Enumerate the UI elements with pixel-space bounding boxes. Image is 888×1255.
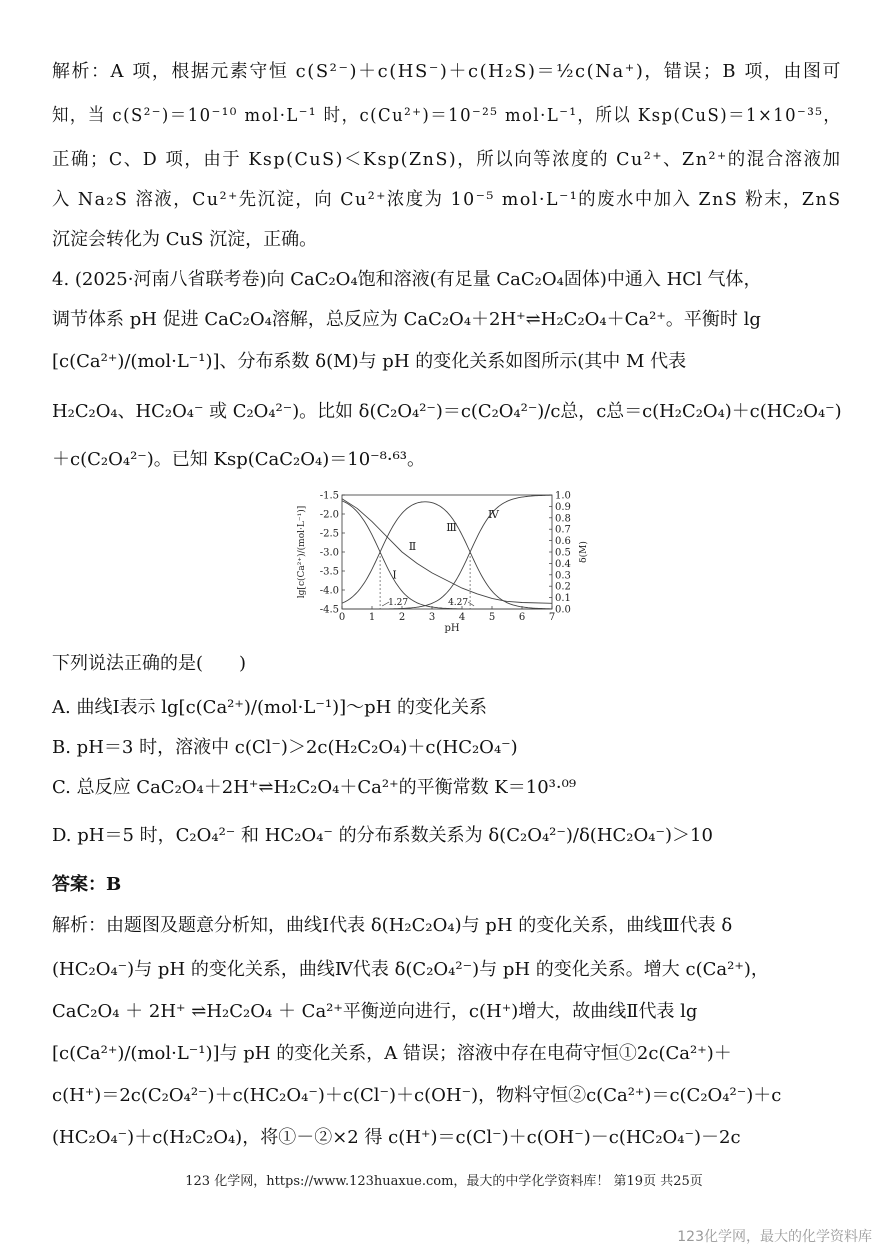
- analysis1-line-5: 沉淀会转化为 CuS 沉淀，正确。: [52, 229, 318, 250]
- option-b: B. pH＝3 时，溶液中 c(Cl⁻)＞2c(H₂C₂O₄)＋c(HC₂O₄⁻): [52, 737, 518, 758]
- question-line-2: 调节体系 pH 促进 CaC₂O₄溶解，总反应为 CaC₂O₄＋2H⁺⇌H₂C₂O₄＋Ca²⁺。平衡时 lg: [52, 309, 761, 330]
- y-right-tick-label: 0.7: [555, 524, 571, 536]
- question-line-4: H₂C₂O₄、HC₂O₄⁻ 或 C₂O₄²⁻)。比如 δ(C₂O₄²⁻)＝c(C₂O₄²⁻)/c总，c总＝c(H₂C₂O₄)＋c(HC₂O₄⁻): [52, 401, 842, 422]
- x-tick-label: 5: [488, 612, 496, 623]
- page-footer: 123 化学网，https://www.123huaxue.com，最大的中学化学资料库！ 第19页 共25页: [185, 1174, 703, 1189]
- analysis1-line-2: 知，当 c(S²⁻)＝10⁻¹⁰ mol·L⁻¹ 时，c(Cu²⁺)＝10⁻²⁵ mol·L⁻¹，所以 Ksp(CuS)＝1×10⁻³⁵，: [52, 105, 842, 126]
- question-line-3: [c(Ca²⁺)/(mol·L⁻¹)]、分布系数 δ(M)与 pH 的变化关系如图所示(其中 M 代表: [52, 351, 687, 372]
- y-right-tick-label: 0.3: [555, 570, 571, 582]
- x-tick-label: 2: [398, 612, 406, 623]
- annotation-pka1: 1.27: [388, 598, 409, 608]
- analysis1-line-4: 入 Na₂S 溶液，Cu²⁺先沉淀，向 Cu²⁺浓度为 10⁻⁵ mol·L⁻¹的废水中加入 ZnS 粉末，ZnS: [52, 189, 842, 210]
- question-prompt: 下列说法正确的是( ): [52, 653, 247, 674]
- distribution-chart: [290, 485, 595, 635]
- y-right-tick-label: 0.2: [555, 581, 571, 593]
- y-right-tick-label: 1.0: [555, 490, 571, 502]
- x-tick-label: 4: [458, 612, 466, 623]
- y-left-tick-label: -4.5: [319, 604, 339, 616]
- x-tick-label: 1: [368, 612, 376, 623]
- y-right-tick-label: 0.1: [555, 593, 571, 605]
- y-left-axis-label: lg[c(Ca²⁺)/(mol·L⁻¹)]: [297, 505, 307, 599]
- question-line-5: ＋c(C₂O₄²⁻)。已知 Ksp(CaC₂O₄)＝10⁻⁸·⁶³。: [52, 449, 426, 470]
- option-a: A. 曲线Ⅰ表示 lg[c(Ca²⁺)/(mol·L⁻¹)]～pH 的变化关系: [52, 697, 488, 718]
- y-right-tick-label: 0.9: [555, 501, 571, 513]
- x-tick-label: 3: [428, 612, 436, 623]
- watermark: 123化学网，最大的化学资料库: [677, 1229, 872, 1245]
- y-left-tick-label: -4.0: [319, 585, 339, 597]
- curve-label-3: Ⅲ: [446, 521, 457, 535]
- annotation-arrow-2: [468, 602, 474, 606]
- y-right-tick-label: 0.0: [555, 604, 571, 616]
- y-left-tick-label: -2.0: [319, 509, 339, 521]
- analysis2-line-3: CaC₂O₄ ＋ 2H⁺ ⇌H₂C₂O₄ ＋ Ca²⁺平衡逆向进行，c(H⁺)增大，故曲线Ⅱ代表 lg: [52, 1001, 698, 1022]
- curve-label-4: Ⅳ: [488, 507, 499, 521]
- question-line-1: 4. (2025·河南八省联考卷)向 CaC₂O₄饱和溶液(有足量 CaC₂O₄固体)中通入 HCl 气体，: [52, 269, 762, 290]
- analysis2-line-1: 解析：由题图及题意分析知，曲线Ⅰ代表 δ(H₂C₂O₄)与 pH 的变化关系，曲线Ⅲ代表 δ: [52, 915, 733, 936]
- x-tick-label: 6: [518, 612, 526, 623]
- y-right-tick-label: 0.5: [555, 547, 571, 559]
- x-axis-label: pH: [444, 623, 460, 634]
- analysis2-line-6: (HC₂O₄⁻)＋c(H₂C₂O₄)，将①－②×2 得 c(H⁺)＝c(Cl⁻)＋c(OH⁻)－c(HC₂O₄⁻)－2c: [52, 1127, 741, 1148]
- y-right-axis-label: δ(M): [579, 541, 589, 563]
- curve-label-2: Ⅱ: [408, 540, 417, 554]
- curve-label-1: Ⅰ: [392, 568, 397, 582]
- y-left-tick-label: -3.5: [319, 566, 339, 578]
- option-c: C. 总反应 CaC₂O₄＋2H⁺⇌H₂C₂O₄＋Ca²⁺的平衡常数 K＝10³·⁰⁹: [52, 777, 577, 798]
- analysis2-line-2: (HC₂O₄⁻)与 pH 的变化关系，曲线Ⅳ代表 δ(C₂O₄²⁻)与 pH 的变化关系。增大 c(Ca²⁺)，: [52, 959, 769, 980]
- analysis2-line-4: [c(Ca²⁺)/(mol·L⁻¹)]与 pH 的变化关系，A 错误；溶液中存在电荷守恒①2c(Ca²⁺)＋: [52, 1043, 732, 1064]
- y-left-tick-label: -3.0: [319, 547, 339, 559]
- y-left-tick-label: -2.5: [319, 528, 339, 540]
- analysis1-line-3: 正确；C、D 项，由于 Ksp(CuS)＜Ksp(ZnS)，所以向等浓度的 Cu²⁺、Zn²⁺的混合溶液加: [52, 149, 842, 170]
- annotation-pka2: 4.27: [448, 598, 469, 608]
- y-right-tick-label: 0.6: [555, 536, 571, 548]
- y-right-tick-label: 0.4: [555, 558, 571, 570]
- analysis1-line-1: 解析：A 项，根据元素守恒 c(S²⁻)＋c(HS⁻)＋c(H₂S)＝½c(Na⁺)，错误；B 项，由图可: [52, 61, 842, 82]
- y-right-tick-label: 0.8: [555, 513, 571, 525]
- x-tick-label: 0: [338, 612, 346, 623]
- analysis2-line-5: c(H⁺)＝2c(C₂O₄²⁻)＋c(HC₂O₄⁻)＋c(Cl⁻)＋c(OH⁻)，物料守恒②c(Ca²⁺)＝c(C₂O₄²⁻)＋c: [52, 1085, 782, 1106]
- curve-2: [342, 499, 552, 604]
- option-d: D. pH＝5 时，C₂O₄²⁻ 和 HC₂O₄⁻ 的分布系数关系为 δ(C₂O₄²⁻)/δ(HC₂O₄⁻)＞10: [52, 825, 713, 846]
- x-tick-label: 7: [548, 612, 556, 623]
- answer-label: 答案：B: [52, 874, 122, 895]
- y-left-tick-label: -1.5: [319, 490, 339, 502]
